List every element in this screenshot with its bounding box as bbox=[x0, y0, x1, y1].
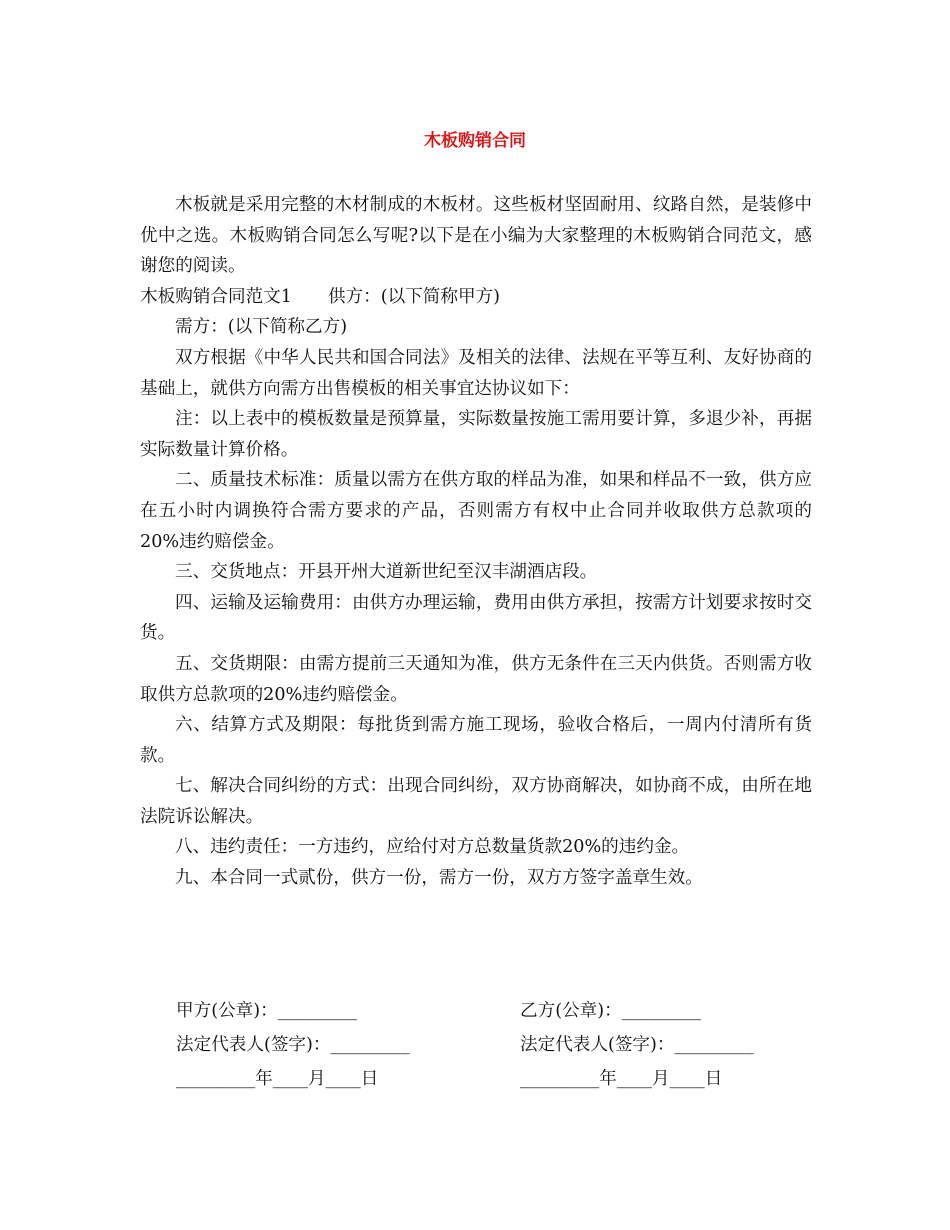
clause-copies: 九、本合同一式贰份，供方一份，需方一份，双方方签字盖章生效。 bbox=[175, 868, 703, 889]
party-a-representative: 法定代表人(签字)：_________ bbox=[176, 1035, 410, 1055]
document-body bbox=[140, 190, 812, 894]
representative-row bbox=[176, 1028, 816, 1062]
intro-paragraph: 木板就是采用完整的木材制成的木板材。这些板材坚固耐用、纹路自然，是装修中优中之选。木板购销合同怎么写呢?以下是在小编为大家整理的木板购销合同范文，感谢您的阅读。 bbox=[140, 195, 812, 277]
clause-liability: 八、违约责任：一方违约，应给付对方总数量货款20%的违约金。 bbox=[175, 837, 690, 858]
seal-row bbox=[176, 994, 816, 1028]
buyer-line: 需方：(以下简称乙方) bbox=[175, 317, 348, 338]
sample-heading-line bbox=[140, 282, 812, 313]
party-b-representative: 法定代表人(签字)：_________ bbox=[520, 1035, 754, 1055]
clause-quality: 二、质量技术标准：质量以需方在供方取的样品为准，如果和样品不一致，供方应在五小时内调换符合需方要求的产品，否则需方有权中止合同并收取供方总款项的20%违约赔偿金。 bbox=[140, 470, 812, 552]
agreement-paragraph: 双方根据《中华人民共和国合同法》及相关的法律、法规在平等互利、友好协商的基础上，就供方向需方出售模板的相关事宜达协议如下： bbox=[140, 347, 812, 399]
date-row bbox=[176, 1062, 816, 1096]
signature-block bbox=[176, 994, 816, 1096]
party-b-seal: 乙方(公章)：_________ bbox=[520, 1001, 701, 1021]
clause-dispute: 七、解决合同纠纷的方式：出现合同纠纷，双方协商解决，如协商不成，由所在地法院诉讼解决。 bbox=[140, 776, 812, 827]
clause-delivery-deadline: 五、交货期限：由需方提前三天通知为准，供方无条件在三天内供货。否则需方收取供方总款项的20%违约赔偿金。 bbox=[140, 653, 812, 705]
party-a-seal: 甲方(公章)：_________ bbox=[176, 1001, 357, 1021]
clause-delivery-location: 三、交货地点：开县开州大道新世纪至汉丰湖酒店段。 bbox=[175, 562, 598, 583]
note-paragraph: 注：以上表中的模板数量是预算量，实际数量按施工需用要计算，多退少补，再据实际数量计算价格。 bbox=[140, 409, 812, 460]
document-title: 木板购销合同 bbox=[424, 131, 526, 151]
clause-settlement: 六、结算方式及期限：每批货到需方施工现场，验收合格后，一周内付清所有货款。 bbox=[140, 715, 812, 766]
party-b-date: _________年____月____日 bbox=[520, 1069, 723, 1089]
clause-transport: 四、运输及运输费用：由供方办理运输，费用由供方承担，按需方计划要求按时交货。 bbox=[140, 592, 812, 644]
sample-heading: 木板购销合同范文1 bbox=[140, 286, 292, 307]
party-a-date: _________年____月____日 bbox=[176, 1069, 379, 1089]
supplier-line: 供方：(以下简称甲方) bbox=[327, 286, 501, 307]
